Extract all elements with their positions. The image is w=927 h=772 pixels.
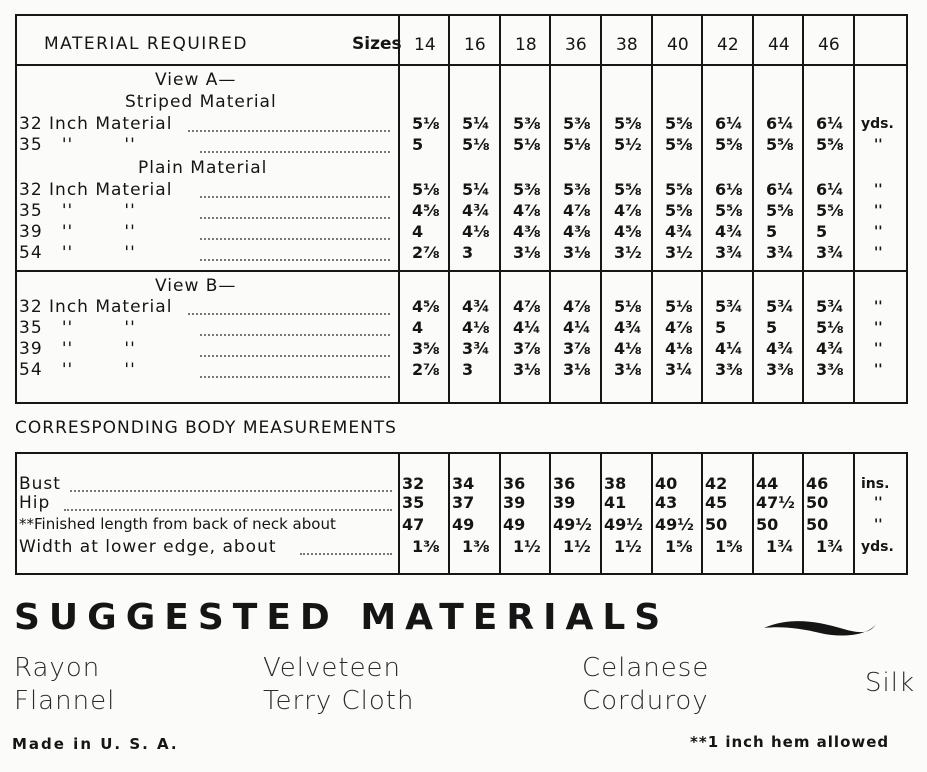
striped-heading: Striped Material <box>125 92 277 112</box>
unit-cell: '' <box>874 495 883 511</box>
size-header: 14 <box>414 35 436 55</box>
body-cell: 1¾ <box>766 537 794 556</box>
dot-leader <box>200 334 390 336</box>
unit-cell: ins. <box>861 476 890 492</box>
body-cell: 49½ <box>553 515 592 534</box>
body-cell: 1⅜ <box>462 537 490 556</box>
dot-leader <box>70 490 392 492</box>
material-row-label: 32 Inch Material <box>19 114 173 134</box>
material-cell: 5⅝ <box>665 201 693 220</box>
body-cell: 40 <box>655 474 678 493</box>
material-cell: 3½ <box>614 243 642 262</box>
material-cell: 4⅞ <box>614 201 642 220</box>
body-cell: 49 <box>452 515 475 534</box>
material-cell: 5⅜ <box>513 180 541 199</box>
column-separator <box>448 452 450 575</box>
material-row-label: 39 '' '' <box>19 222 136 242</box>
material-cell: 3 <box>462 360 474 379</box>
material-cell: 5⅜ <box>563 114 591 133</box>
material-cell: 5⅝ <box>816 201 844 220</box>
table-border-top <box>15 14 908 16</box>
material-cell: 5⅛ <box>412 180 440 199</box>
material-cell: 5¼ <box>462 114 490 133</box>
body-measurements-title: CORRESPONDING BODY MEASUREMENTS <box>15 418 397 438</box>
material-cell: 6¼ <box>766 114 794 133</box>
material-cell: 4⅞ <box>513 297 541 316</box>
unit-cell: '' <box>874 299 883 315</box>
size-header: 36 <box>565 35 587 55</box>
column-separator <box>853 14 855 404</box>
column-separator <box>448 14 450 404</box>
body-cell: 50 <box>705 515 728 534</box>
column-separator <box>549 452 551 575</box>
material-cell: 5¾ <box>766 297 794 316</box>
material-row-label: 32 Inch Material <box>19 180 173 200</box>
table-title: MATERIAL REQUIRED <box>44 34 248 54</box>
material-cell: 6¼ <box>715 114 743 133</box>
column-separator <box>499 14 501 404</box>
material-cell: 4¾ <box>816 339 844 358</box>
body-row-label: Width at lower edge, about <box>19 537 277 557</box>
material-cell: 4¾ <box>665 222 693 241</box>
material-cell: 5¾ <box>715 297 743 316</box>
view-a-heading: View A— <box>155 70 237 90</box>
material-row-label: 54 '' '' <box>19 243 136 263</box>
material-cell: 5⅛ <box>816 318 844 337</box>
body-cell: 1⅝ <box>715 537 743 556</box>
material-row-label: 54 '' '' <box>19 360 136 380</box>
unit-cell: '' <box>874 341 883 357</box>
material-cell: 4¾ <box>715 222 743 241</box>
dot-leader <box>188 130 390 132</box>
body-cell: 49½ <box>655 515 694 534</box>
fabric-silk: Silk <box>865 668 916 698</box>
size-header: 16 <box>464 35 486 55</box>
material-cell: 3⅜ <box>816 360 844 379</box>
material-cell: 5⅛ <box>563 135 591 154</box>
material-cell: 5½ <box>614 135 642 154</box>
size-header: 18 <box>515 35 537 55</box>
material-cell: 4⅞ <box>665 318 693 337</box>
material-cell: 5⅝ <box>715 201 743 220</box>
table-border-right <box>906 452 908 575</box>
material-row-label: 35 '' '' <box>19 318 136 338</box>
header-divider <box>15 64 908 66</box>
material-cell: 4⅝ <box>412 201 440 220</box>
made-in-usa: Made in U. S. A. <box>12 735 179 753</box>
dot-leader <box>200 238 390 240</box>
material-cell: 5⅛ <box>513 135 541 154</box>
body-cell: 46 <box>806 474 829 493</box>
material-cell: 5⅜ <box>513 114 541 133</box>
material-cell: 4⅛ <box>462 318 490 337</box>
fabric-velveteen: Velveteen <box>263 653 402 683</box>
fabric-celanese: Celanese <box>582 653 710 683</box>
material-cell: 5 <box>766 318 778 337</box>
material-cell: 5⅛ <box>462 135 490 154</box>
column-separator <box>499 452 501 575</box>
body-cell: 49 <box>503 515 526 534</box>
material-cell: 4¾ <box>766 339 794 358</box>
body-cell: 34 <box>452 474 475 493</box>
column-separator <box>651 452 653 575</box>
unit-cell: '' <box>874 137 883 153</box>
body-cell: 43 <box>655 493 678 512</box>
size-header: 40 <box>667 35 689 55</box>
unit-cell: '' <box>874 517 883 533</box>
column-separator <box>701 452 703 575</box>
body-cell: 39 <box>503 493 526 512</box>
body-cell: 50 <box>806 515 829 534</box>
material-cell: 5⅝ <box>614 180 642 199</box>
material-cell: 5⅝ <box>614 114 642 133</box>
body-cell: 1½ <box>614 537 642 556</box>
material-row-label: 35 '' '' <box>19 201 136 221</box>
dot-leader <box>200 259 390 261</box>
material-row-label: 32 Inch Material <box>19 297 173 317</box>
body-cell: 41 <box>604 493 627 512</box>
material-cell: 3 <box>462 243 474 262</box>
body-cell: 42 <box>705 474 728 493</box>
material-cell: 5⅝ <box>816 135 844 154</box>
table-border-bottom <box>15 402 908 404</box>
table-border-top <box>15 452 908 454</box>
dot-leader <box>200 196 390 198</box>
body-cell: 37 <box>452 493 475 512</box>
dot-leader <box>300 553 392 555</box>
column-separator <box>549 14 551 404</box>
material-cell: 3¼ <box>665 360 693 379</box>
material-cell: 4⅛ <box>665 339 693 358</box>
column-separator <box>701 14 703 404</box>
body-cell: 44 <box>756 474 779 493</box>
body-row-label: **Finished length from back of neck about <box>19 515 336 533</box>
unit-cell: '' <box>874 203 883 219</box>
body-cell: 1⅜ <box>412 537 440 556</box>
material-cell: 4⅛ <box>614 339 642 358</box>
material-cell: 5¼ <box>462 180 490 199</box>
unit-cell: '' <box>874 245 883 261</box>
table-border-left <box>15 14 17 404</box>
unit-cell: '' <box>874 182 883 198</box>
material-cell: 4¼ <box>563 318 591 337</box>
material-cell: 4 <box>412 222 424 241</box>
material-cell: 4¼ <box>715 339 743 358</box>
material-cell: 4⅛ <box>462 222 490 241</box>
size-header: 44 <box>768 35 790 55</box>
material-cell: 5⅛ <box>614 297 642 316</box>
body-row-label: Hip <box>19 493 51 513</box>
size-header: 38 <box>616 35 638 55</box>
material-cell: 2⅞ <box>412 243 440 262</box>
body-cell: 1½ <box>563 537 591 556</box>
body-cell: 47 <box>402 515 425 534</box>
table-border-bottom <box>15 573 908 575</box>
hem-note: **1 inch hem allowed <box>690 733 890 751</box>
material-cell: 5⅜ <box>563 180 591 199</box>
size-header: 42 <box>717 35 739 55</box>
dot-leader <box>64 509 392 511</box>
material-cell: 5¾ <box>816 297 844 316</box>
body-cell: 1¾ <box>816 537 844 556</box>
material-cell: 5⅛ <box>665 297 693 316</box>
material-cell: 3⅛ <box>563 360 591 379</box>
material-cell: 4¾ <box>462 201 490 220</box>
table-border-right <box>906 14 908 404</box>
dot-leader <box>200 376 390 378</box>
dot-leader <box>200 355 390 357</box>
column-separator <box>398 14 400 404</box>
fabric-flannel: Flannel <box>14 686 116 716</box>
body-measurements-table <box>0 440 927 580</box>
material-cell: 6¼ <box>766 180 794 199</box>
column-separator <box>600 14 602 404</box>
material-cell: 5⅛ <box>412 114 440 133</box>
material-cell: 3⅛ <box>563 243 591 262</box>
material-cell: 4¼ <box>513 318 541 337</box>
material-cell: 5 <box>816 222 828 241</box>
material-cell: 4 <box>412 318 424 337</box>
body-cell: 38 <box>604 474 627 493</box>
dot-leader <box>200 151 390 153</box>
material-cell: 3⅞ <box>513 339 541 358</box>
material-cell: 3¾ <box>715 243 743 262</box>
body-cell: 36 <box>503 474 526 493</box>
unit-cell: '' <box>874 362 883 378</box>
table-border-left <box>15 452 17 575</box>
material-cell: 3⅛ <box>513 360 541 379</box>
material-cell: 5 <box>766 222 778 241</box>
sizes-label: Sizes <box>352 34 402 54</box>
dot-leader <box>188 313 390 315</box>
body-cell: 39 <box>553 493 576 512</box>
material-cell: 5⅝ <box>766 135 794 154</box>
material-cell: 3⅜ <box>715 360 743 379</box>
material-cell: 3¾ <box>816 243 844 262</box>
column-separator <box>802 14 804 404</box>
body-cell: 1½ <box>513 537 541 556</box>
material-row-label: 35 '' '' <box>19 135 136 155</box>
material-cell: 5 <box>412 135 424 154</box>
column-separator <box>600 452 602 575</box>
material-cell: 3⅝ <box>412 339 440 358</box>
material-cell: 6⅛ <box>715 180 743 199</box>
material-cell: 3⅜ <box>766 360 794 379</box>
column-separator <box>802 452 804 575</box>
body-cell: 36 <box>553 474 576 493</box>
material-cell: 4⅜ <box>563 222 591 241</box>
material-cell: 5⅝ <box>665 180 693 199</box>
column-separator <box>752 452 754 575</box>
suggested-materials-title: SUGGESTED MATERIALS <box>14 597 670 638</box>
unit-cell: yds. <box>861 116 894 132</box>
body-cell: 47½ <box>756 493 795 512</box>
material-cell: 5 <box>715 318 727 337</box>
column-separator <box>752 14 754 404</box>
material-row-label: 39 '' '' <box>19 339 136 359</box>
view-b-heading: View B— <box>155 276 237 296</box>
material-cell: 4⅝ <box>412 297 440 316</box>
fabric-corduroy: Corduroy <box>582 686 709 716</box>
swash-ornament <box>760 608 880 642</box>
material-cell: 4⅞ <box>563 297 591 316</box>
material-cell: 4⅞ <box>563 201 591 220</box>
dot-leader <box>200 217 390 219</box>
material-cell: 2⅞ <box>412 360 440 379</box>
material-cell: 4⅝ <box>614 222 642 241</box>
column-separator <box>398 452 400 575</box>
material-cell: 3⅛ <box>614 360 642 379</box>
material-cell: 3⅛ <box>513 243 541 262</box>
material-cell: 4⅞ <box>513 201 541 220</box>
material-cell: 3¾ <box>766 243 794 262</box>
unit-cell: '' <box>874 224 883 240</box>
material-cell: 6¼ <box>816 114 844 133</box>
column-separator <box>651 14 653 404</box>
unit-cell: yds. <box>861 539 894 555</box>
material-cell: 5⅝ <box>766 201 794 220</box>
body-cell: 35 <box>402 493 425 512</box>
unit-cell: '' <box>874 320 883 336</box>
plain-heading: Plain Material <box>138 158 268 178</box>
material-cell: 6¼ <box>816 180 844 199</box>
column-separator <box>853 452 855 575</box>
material-cell: 5⅝ <box>665 114 693 133</box>
body-cell: 50 <box>756 515 779 534</box>
fabric-terry-cloth: Terry Cloth <box>263 686 415 716</box>
material-cell: 5⅝ <box>715 135 743 154</box>
material-cell: 3⅞ <box>563 339 591 358</box>
view-divider <box>15 270 908 272</box>
body-cell: 1⅝ <box>665 537 693 556</box>
material-cell: 3¾ <box>462 339 490 358</box>
size-header: 46 <box>818 35 840 55</box>
body-cell: 49½ <box>604 515 643 534</box>
body-row-label: Bust <box>19 474 61 494</box>
body-cell: 32 <box>402 474 425 493</box>
material-cell: 4¾ <box>462 297 490 316</box>
body-cell: 45 <box>705 493 728 512</box>
fabric-rayon: Rayon <box>14 653 101 683</box>
material-cell: 4¾ <box>614 318 642 337</box>
body-cell: 50 <box>806 493 829 512</box>
material-cell: 5⅝ <box>665 135 693 154</box>
material-cell: 4⅜ <box>513 222 541 241</box>
material-cell: 3½ <box>665 243 693 262</box>
